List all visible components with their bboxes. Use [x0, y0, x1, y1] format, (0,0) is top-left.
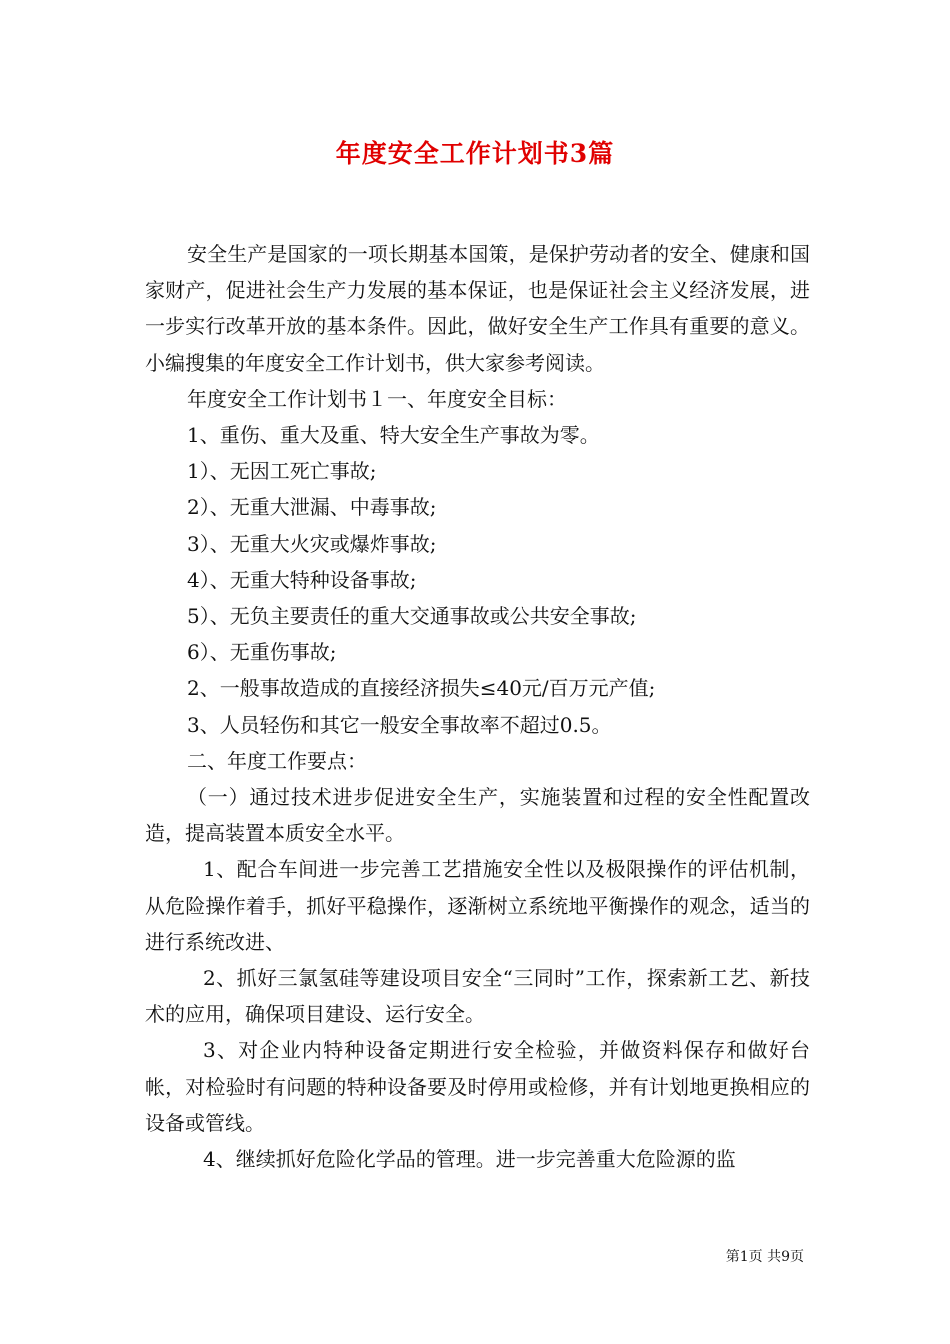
work-point-paragraph: （一）通过技术进步促进安全生产，实施装置和过程的安全性配置改造，提高装置本质安全水平。	[145, 785, 810, 846]
plan-heading-line: 年度安全工作计划书１一、年度安全目标：	[187, 386, 567, 411]
document-title: 年度安全工作计划书3篇	[335, 139, 615, 168]
intro-paragraph: 安全生产是国家的一项长期基本国策，是保护劳动者的安全、健康和国家财产，促进社会生产力发展的基本保证，也是保证社会主义经济发展，进一步实行改革开放的基本条件。因此，做好安全生产工作具有重要的意义。小编搜集的年度安全工作计划书，供大家参考阅读。	[145, 242, 810, 375]
work-point-paragraph: 4、继续抓好危险化学品的管理。进一步完善重大危险源的监	[203, 1147, 736, 1172]
document-body	[145, 236, 810, 1177]
goal-item: 1、重伤、重大及重、特大安全生产事故为零。	[187, 423, 600, 448]
page-number-footer: 第1页 共9页	[725, 1249, 804, 1265]
work-point-paragraph: 3、对企业内特种设备定期进行安全检验，并做资料保存和做好台帐，对检验时有问题的特种设备要及时停用或检修，并有计划地更换相应的设备或管线。	[145, 1038, 810, 1135]
goal-subitem: 4）、无重大特种设备事故;	[187, 567, 417, 592]
work-point-paragraph: 2、抓好三氯氢硅等建设项目安全“三同时”工作，探索新工艺、新技术的应用，确保项目建设、运行安全。	[145, 966, 810, 1027]
goal-subitem: 6）、无重伤事故;	[187, 640, 337, 665]
work-point-paragraph: 1、配合车间进一步完善工艺措施安全性以及极限操作的评估机制，从危险操作着手，抓好平稳操作，逐渐树立系统地平衡操作的观念，适当的进行系统改进、	[145, 857, 810, 954]
goal-subitem: 1）、无因工死亡事故;	[187, 459, 377, 484]
goal-subitem: 2）、无重大泄漏、中毒事故;	[187, 495, 437, 520]
goal-item: 2、一般事故造成的直接经济损失≤40元/百万元产值;	[187, 676, 656, 701]
goal-subitem: 3）、无重大火灾或爆炸事故;	[187, 531, 437, 556]
section-heading: 二、年度工作要点：	[187, 748, 367, 773]
goal-item: 3、人员轻伤和其它一般安全事故率不超过0.5。	[187, 712, 612, 737]
goal-subitem: 5）、无负主要责任的重大交通事故或公共安全事故;	[187, 604, 637, 629]
